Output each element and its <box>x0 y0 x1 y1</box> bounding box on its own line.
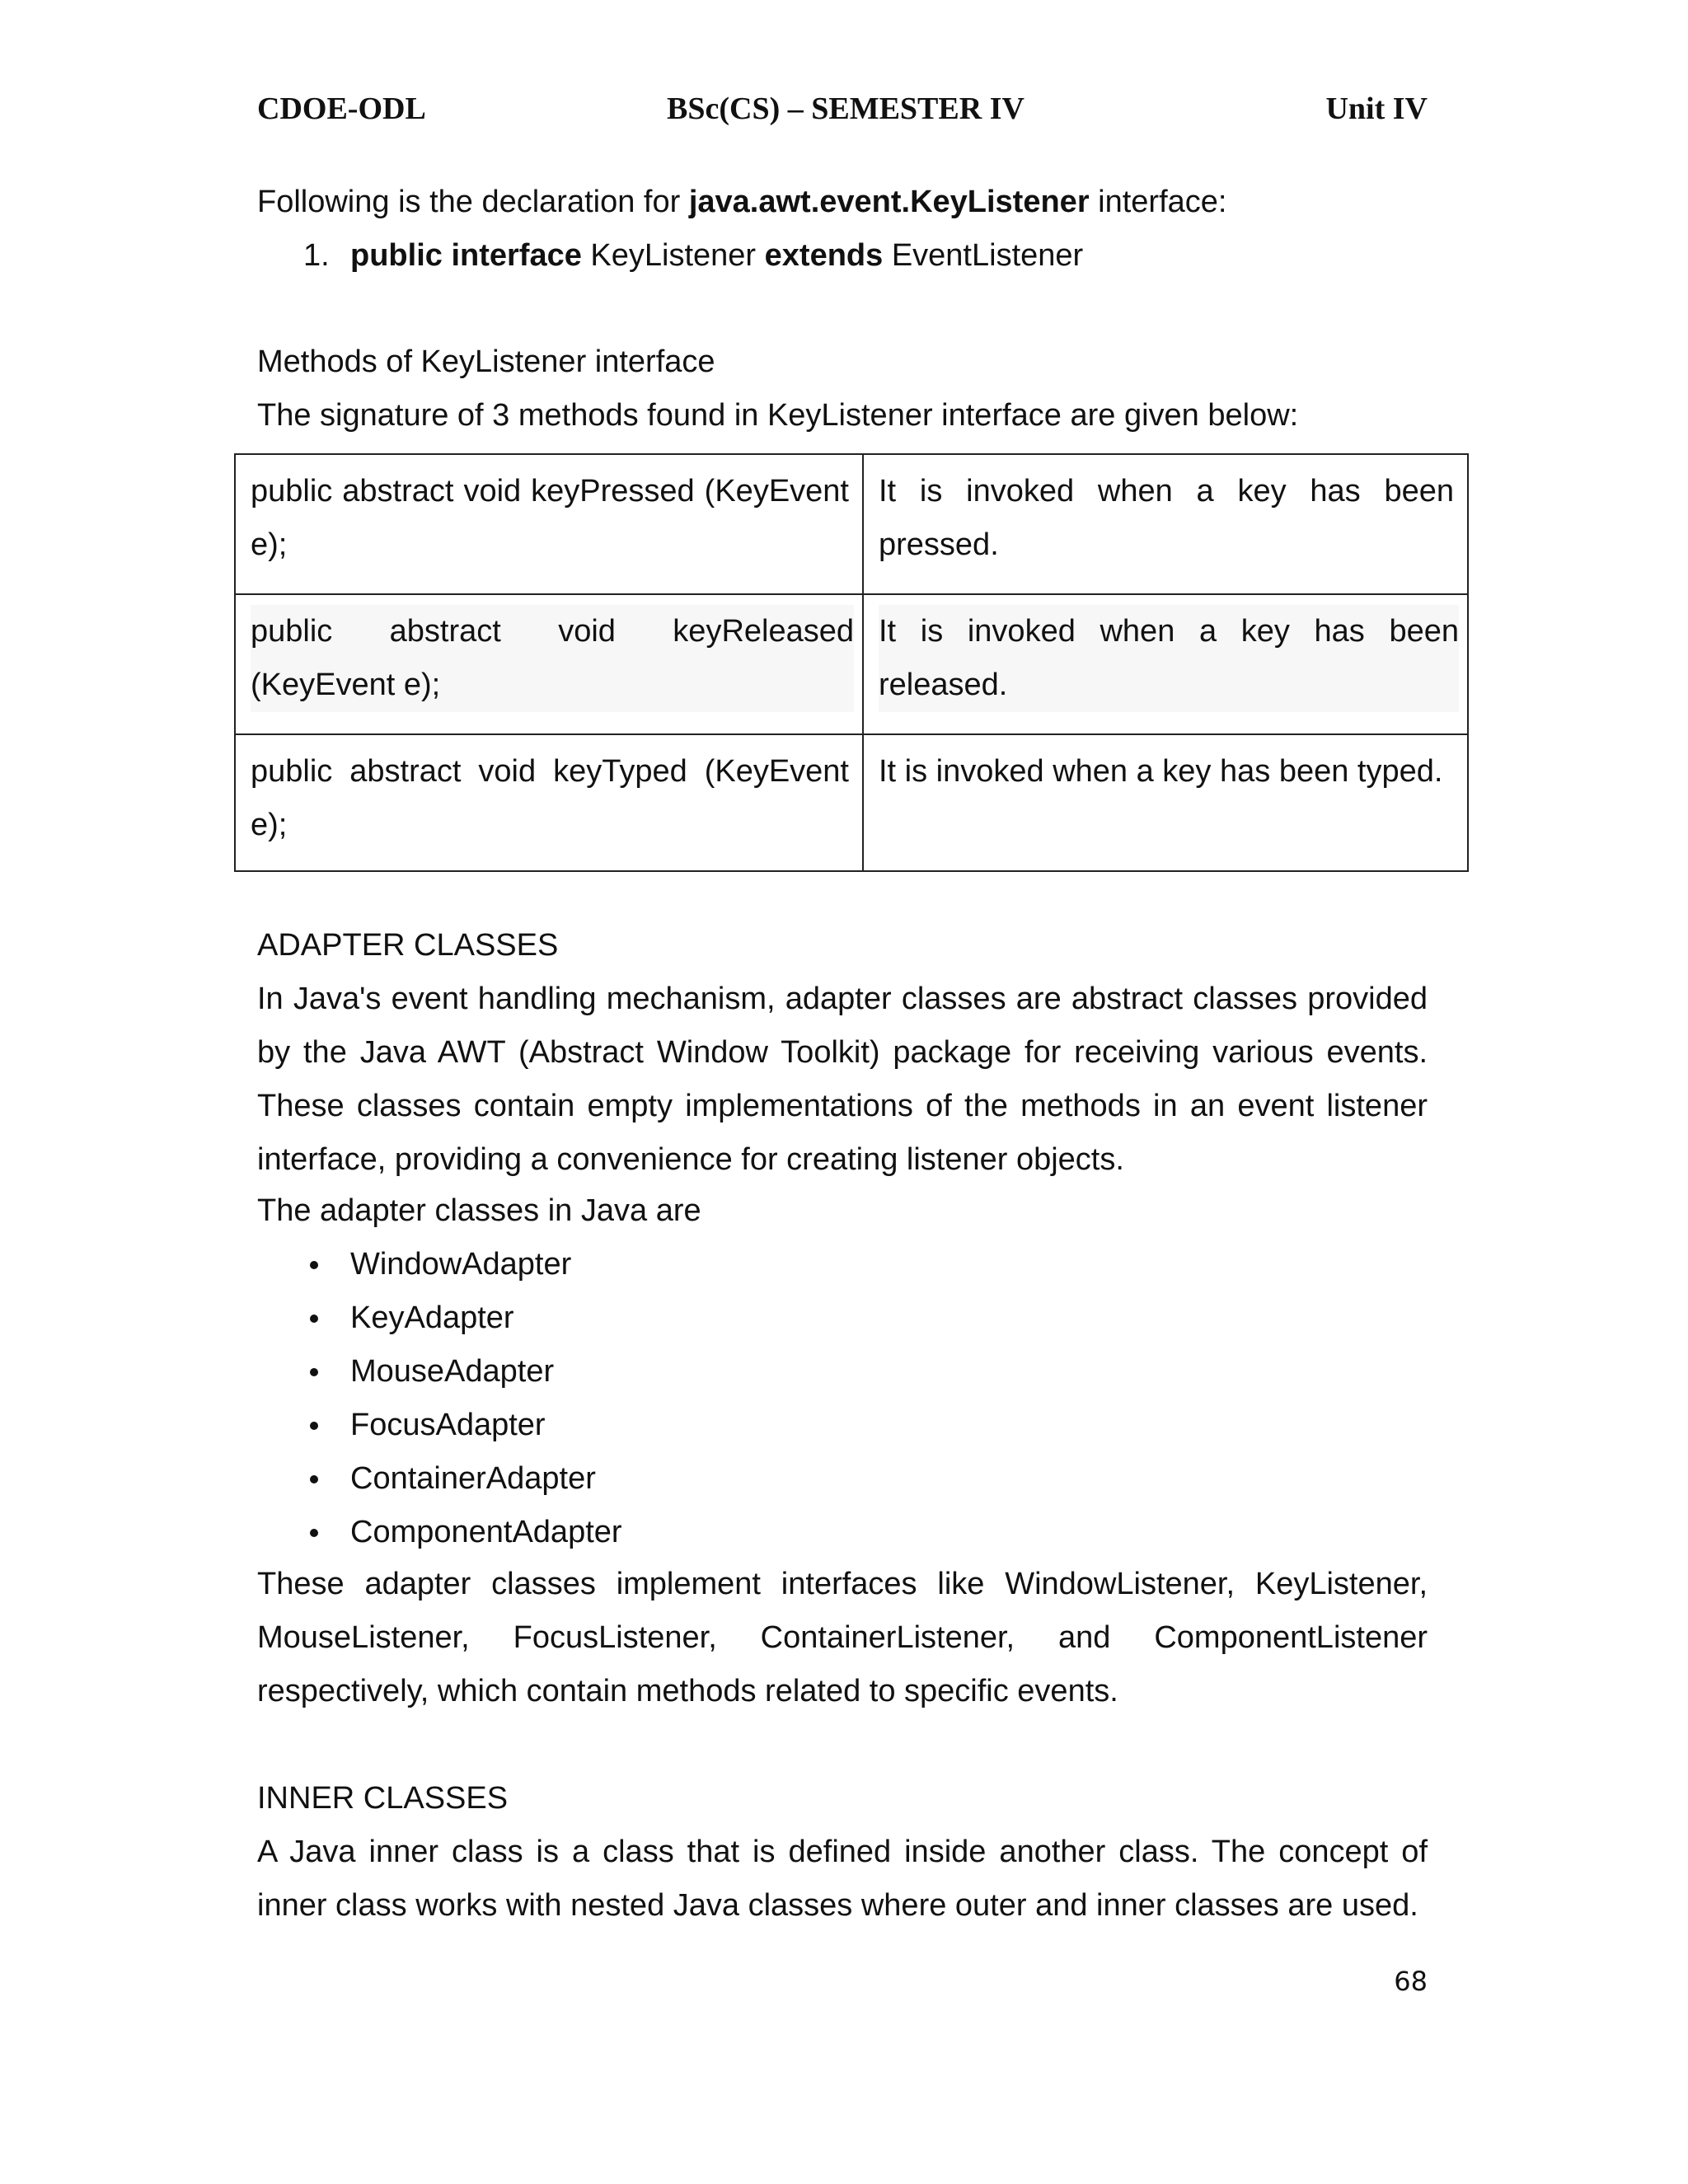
method-description-text: It is invoked when a key has been released. <box>879 605 1459 712</box>
keyword-extends: extends <box>764 238 884 273</box>
adapter-heading: ADAPTER CLASSES <box>257 928 559 963</box>
page-header <box>257 91 1428 132</box>
method-description-cell: It is invoked when a key has been typed. <box>879 754 1443 789</box>
bullet-dot <box>310 1315 318 1323</box>
list-item-label: KeyAdapter <box>350 1301 514 1335</box>
inner-classes-heading: INNER CLASSES <box>257 1781 509 1816</box>
adapter-list-intro: The adapter classes in Java are <box>257 1193 701 1228</box>
header-left: CDOE-ODL <box>257 91 426 126</box>
declaration-intro-post: interface: <box>1089 185 1227 219</box>
list-item-label: WindowAdapter <box>350 1247 572 1282</box>
bullet-dot <box>310 1261 318 1269</box>
methods-intro: The signature of 3 methods found in KeyListener interface are given below: <box>257 398 1299 433</box>
header-center: BSc(CS) – SEMESTER IV <box>667 91 1025 126</box>
table-row <box>236 455 1467 595</box>
method-signature-text: public abstract void keyReleased (KeyEvent e); <box>251 605 854 712</box>
list-item-label: FocusAdapter <box>350 1408 546 1442</box>
adapter-closing-paragraph: These adapter classes implement interfaces like WindowListener, KeyListener, MouseListener, FocusListener, ContainerListener, and ComponentListener respectively, which contain methods related to specific events. <box>257 1567 1428 1708</box>
table-row <box>236 735 1467 872</box>
header-right: Unit IV <box>1325 91 1428 126</box>
bullet-dot <box>310 1529 318 1537</box>
list-item-label: ContainerAdapter <box>350 1461 596 1496</box>
page-number: 68 <box>1394 1966 1428 1997</box>
table-row <box>236 595 1467 735</box>
bullet-dot <box>310 1422 318 1430</box>
inner-classes-paragraph: A Java inner class is a class that is defined inside another class. The concept of inner class works with nested Java classes where outer and inner classes are used. <box>257 1835 1428 1923</box>
bullet-dot <box>310 1368 318 1376</box>
methods-heading: Methods of KeyListener interface <box>257 344 715 379</box>
adapter-paragraph: In Java's event handling mechanism, adapter classes are abstract classes provided by the Java AWT (Abstract Window Toolkit) package for receiving various events. These classes contain empty implementations of the methods in an event listener interface, providing a convenience for creating listener objects. <box>257 982 1428 1177</box>
interface-name: KeyListener <box>581 238 765 273</box>
keyword-public-interface: public interface <box>350 238 582 273</box>
declaration-signature <box>350 229 1083 283</box>
method-signature-cell: public abstract void keyPressed (KeyEvent e); <box>236 455 864 593</box>
declaration-intro-pre: Following is the declaration for <box>257 185 689 219</box>
method-description-cell: It is invoked when a key has been pressed. <box>879 474 1454 562</box>
bullet-dot <box>310 1475 318 1483</box>
methods-table <box>234 453 1469 872</box>
method-signature-cell: public abstract void keyTyped (KeyEvent e); <box>236 735 864 872</box>
method-description-cell <box>864 595 1467 733</box>
declaration-class-name: java.awt.event.KeyListener <box>688 185 1090 219</box>
declaration-intro <box>257 176 1226 229</box>
parent-interface: EventListener <box>883 238 1084 273</box>
list-item-label: MouseAdapter <box>350 1354 555 1389</box>
method-signature-cell <box>236 595 864 733</box>
list-item-label: ComponentAdapter <box>350 1515 622 1549</box>
list-number: 1. <box>303 238 330 273</box>
